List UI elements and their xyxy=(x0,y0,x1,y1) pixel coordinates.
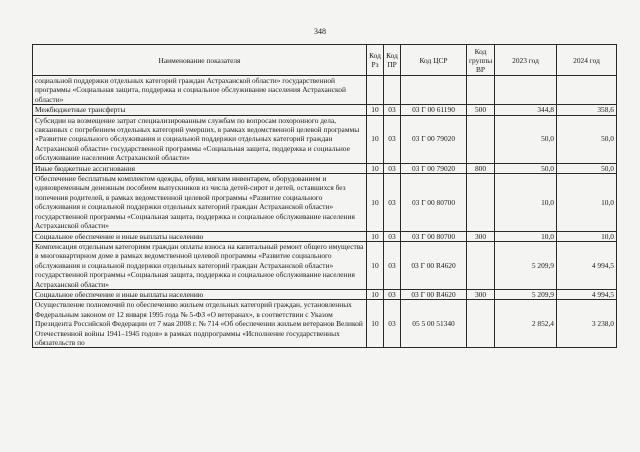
row-2023: 5 209,9 xyxy=(495,241,557,289)
row-pr: 03 xyxy=(384,289,401,299)
row-name: Социальное обеспечение и иные выплаты населению xyxy=(33,289,367,299)
row-vr xyxy=(467,115,495,163)
row-pr xyxy=(384,76,401,105)
row-name: социальной поддержки отдельных категорий граждан Астраханской области» государственной программы «Социальная защита, поддержка и социальное обслуживание населения Астраханской области» xyxy=(33,76,367,105)
row-vr xyxy=(467,76,495,105)
row-2024: 4 994,5 xyxy=(557,289,617,299)
row-2024: 50,0 xyxy=(557,115,617,163)
row-2023: 344,8 xyxy=(495,105,557,115)
page-number: 348 xyxy=(314,27,326,36)
row-2024: 10,0 xyxy=(557,231,617,241)
row-csr: 03 Г 00 79020 xyxy=(401,163,467,173)
row-rz: 10 xyxy=(367,163,384,173)
row-2024: 358,6 xyxy=(557,105,617,115)
row-name: Межбюджетные трансферты xyxy=(33,105,367,115)
row-name: Компенсация отдельным категориям граждан оплаты взноса на капитальный ремонт общего имущества в многоквартирном доме в рамках ведомственной целевой программы «Развитие социального обслуживания и социальной поддержки отдельных категорий граждан Астраханской области» государственной программы «Социальная защита, поддержка и социальное обслуживание населения Астраханской области» xyxy=(33,241,367,289)
row-name: Социальное обеспечение и иные выплаты населению xyxy=(33,231,367,241)
header-2024: 2024 год xyxy=(557,45,617,76)
row-pr: 03 xyxy=(384,241,401,289)
header-csr: Код ЦСР xyxy=(401,45,467,76)
budget-table xyxy=(32,44,617,348)
row-csr: 03 Г 00 R4620 xyxy=(401,289,467,299)
row-2023: 5 209,9 xyxy=(495,289,557,299)
row-vr: 300 xyxy=(467,231,495,241)
row-2024: 50,0 xyxy=(557,163,617,173)
row-vr: 300 xyxy=(467,289,495,299)
row-name: Осуществление полномочий по обеспечению жильем отдельных категорий граждан, установленных Федеральным законом от 12 января 1995 года № 5-ФЗ «О ветеранах», в соответствии с Указом Президента Российской Федерации от 7 мая 2008 г. № 714 «Об обеспечении жильем ветеранов Великой Отечественной войны 1941–1945 годов» в рамках подпрограммы «Исполнение государственных обязательств по xyxy=(33,300,367,348)
table-header-row xyxy=(33,45,617,76)
row-pr: 03 xyxy=(384,300,401,348)
row-2023: 50,0 xyxy=(495,115,557,163)
row-rz: 10 xyxy=(367,115,384,163)
row-2023: 10,0 xyxy=(495,174,557,231)
row-vr xyxy=(467,241,495,289)
row-name: Иные бюджетные ассигнования xyxy=(33,163,367,173)
row-rz: 10 xyxy=(367,300,384,348)
row-csr: 03 Г 00 80700 xyxy=(401,231,467,241)
table-row xyxy=(33,241,617,289)
row-csr: 03 Г 00 80700 xyxy=(401,174,467,231)
row-name: Обеспечение бесплатным комплектом одежды, обуви, мягким инвентарем, оборудованием и единовременным денежным пособием выпускников из числа детей-сирот и детей, оставшихся без попечения родителей, в рамках ведомственной целевой программы «Развитие социального обслуживания и социальной поддержки отдельных категорий граждан Астраханской области» государственной программы «Социальная защита, поддержка и социальное обслуживание населения Астраханской области» xyxy=(33,174,367,231)
row-rz: 10 xyxy=(367,105,384,115)
row-rz: 10 xyxy=(367,174,384,231)
row-csr: 03 Г 00 79020 xyxy=(401,115,467,163)
header-rz: Код Рз xyxy=(367,45,384,76)
row-vr xyxy=(467,300,495,348)
row-2024: 10,0 xyxy=(557,174,617,231)
row-pr: 03 xyxy=(384,163,401,173)
header-pr: Код ПР xyxy=(384,45,401,76)
table-row xyxy=(33,300,617,348)
row-rz: 10 xyxy=(367,241,384,289)
row-2024 xyxy=(557,76,617,105)
row-rz xyxy=(367,76,384,105)
row-csr: 05 5 00 51340 xyxy=(401,300,467,348)
table-row xyxy=(33,115,617,163)
row-2023: 10,0 xyxy=(495,231,557,241)
row-vr: 500 xyxy=(467,105,495,115)
row-vr xyxy=(467,174,495,231)
row-name: Субсидии на возмещение затрат специализированным службам по вопросам похоронного дела, связанных с погребением отдельных категорий умерших, в рамках ведомственной целевой программы «Развитие социального обслуживания и социальной поддержки отдельных категорий граждан Астраханской области» государственной программы «Социальная защита, поддержка и социальное обслуживание населения Астраханской области» xyxy=(33,115,367,163)
row-csr: 03 Г 00 61190 xyxy=(401,105,467,115)
row-pr: 03 xyxy=(384,174,401,231)
row-csr: 03 Г 00 R4620 xyxy=(401,241,467,289)
table-row xyxy=(33,231,617,241)
table-row xyxy=(33,174,617,231)
table-row xyxy=(33,105,617,115)
row-2023 xyxy=(495,76,557,105)
header-vr: Код группы ВР xyxy=(467,45,495,76)
table-row xyxy=(33,289,617,299)
row-rz: 10 xyxy=(367,289,384,299)
table-row xyxy=(33,76,617,105)
row-pr: 03 xyxy=(384,105,401,115)
table-row xyxy=(33,163,617,173)
row-2024: 3 238,0 xyxy=(557,300,617,348)
row-rz: 10 xyxy=(367,231,384,241)
row-2023: 50,0 xyxy=(495,163,557,173)
row-pr: 03 xyxy=(384,231,401,241)
row-pr: 03 xyxy=(384,115,401,163)
header-2023: 2023 год xyxy=(495,45,557,76)
row-vr: 800 xyxy=(467,163,495,173)
header-name: Наименование показателя xyxy=(33,45,367,76)
row-csr xyxy=(401,76,467,105)
row-2024: 4 994,5 xyxy=(557,241,617,289)
row-2023: 2 852,4 xyxy=(495,300,557,348)
